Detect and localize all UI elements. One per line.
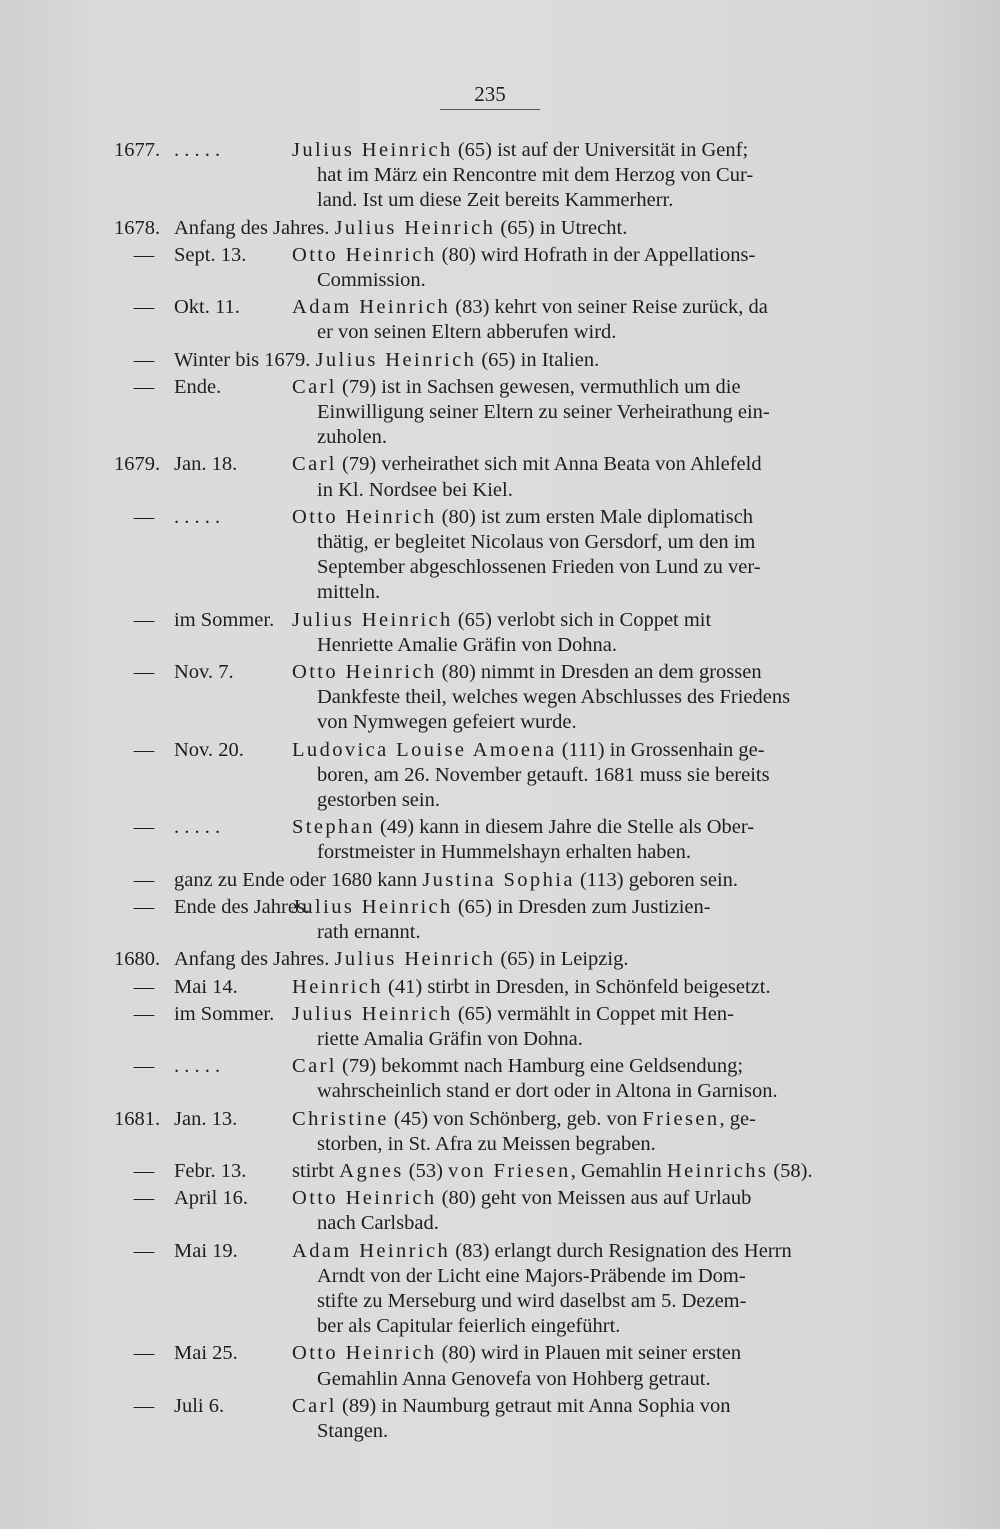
chronology-list [114,138,866,1446]
text-segment: , Gemahlin [570,1159,667,1182]
chronology-entry [114,243,866,293]
entry-text [284,660,866,736]
text-line [292,1289,866,1314]
text-line [292,895,866,920]
text-line [292,685,866,710]
entry-year: 1680. [114,948,161,971]
text-line [292,1132,866,1157]
entry-year: — [133,738,155,761]
text-segment: Arndt von der Licht eine Majors-Präbende im Dom- [317,1264,746,1287]
entry-text [284,243,866,293]
entry-text [284,738,866,814]
text-segment: (53) [403,1159,449,1182]
person-name: Adam Heinrich [292,296,451,319]
text-segment: forstmeister in Hummelshayn erhalten haben. [317,841,692,864]
text-segment: Stangen. [317,1419,389,1442]
entry-year: — [133,608,155,631]
text-line [292,138,866,163]
chronology-entry [114,138,866,214]
person-name: Carl [292,453,337,476]
text-segment: (111) in Grossenhain ge- [556,738,765,761]
person-name: Julius Heinrich [292,1002,453,1025]
chronology-entry [114,815,866,865]
text-line [292,920,866,945]
text-line [292,580,866,605]
text-line [292,1367,866,1392]
entry-date: Okt. 11. [174,296,240,319]
text-line [422,869,738,891]
entry-date: Jan. 13. [174,1107,238,1130]
text-line [292,375,866,400]
entry-text [284,815,866,865]
text-line [292,1186,866,1211]
entry-text [284,1186,866,1236]
chronology-entry [114,868,866,893]
text-line [292,452,866,477]
text-segment: stirbt [292,1159,340,1182]
entry-year: — [133,1239,155,1262]
text-segment: (89) in Naumburg getraut mit Anna Sophia von [336,1394,731,1417]
text-line [292,1107,866,1132]
text-segment: mitteln. [317,581,381,604]
text-segment: Henriette Amalie Gräfin von Dohna. [317,633,618,656]
person-name: Stephan [292,816,375,839]
entry-year: — [133,1187,155,1210]
entry-text [284,1002,866,1052]
person-name: Ludovica Louise Amoena [292,738,557,761]
entry-date: Mai 19. [174,1239,238,1262]
entry-text [284,895,866,945]
text-line [292,530,866,555]
text-line [292,1027,866,1052]
entry-date: Febr. 13. [174,1159,247,1182]
entry-date: . . . . . [174,1055,221,1078]
person-name: Carl [292,1055,337,1078]
person-name: Carl [292,375,337,398]
entry-date: Nov. 7. [174,661,234,684]
text-line [292,840,866,865]
chronology-entry [114,947,866,972]
text-line [292,295,866,320]
entry-text [284,505,866,606]
entry-date: . . . . . [174,505,221,528]
entry-date: Nov. 20. [174,738,244,761]
entry-year: — [133,243,155,266]
chronology-entry [114,348,866,373]
text-segment: zuholen. [317,426,388,449]
person-name: Julius Heinrich [315,348,477,371]
entry-year: — [133,661,155,684]
text-segment: (79) ist in Sachsen gewesen, vermuthlich um die [336,375,741,398]
chronology-entry [114,452,866,502]
text-segment: von Nymwegen gefeiert wurde. [317,711,577,734]
person-name: Otto Heinrich [292,1187,437,1210]
text-segment: ber als Capitular feierlich eingeführt. [317,1315,621,1338]
chronology-entry [114,895,866,945]
text-segment: (80) nimmt in Dresden an dem grossen [436,661,762,684]
person-name: Heinrichs [666,1159,769,1182]
text-line [292,1211,866,1236]
entry-text [284,1054,866,1104]
text-segment: er von seinen Eltern abberufen wird. [317,321,617,344]
entry-text [284,138,866,214]
entry-date: im Sommer. [174,1002,275,1025]
text-segment: (80) ist zum ersten Male diplomatisch [436,505,754,528]
text-segment: (49) kann in diesem Jahre die Stelle als Ober- [374,816,755,839]
person-name: Agnes [339,1159,404,1182]
entry-text [284,1159,866,1184]
text-segment: wahrscheinlich stand er dort oder in Altona in Garnison. [317,1080,778,1103]
text-segment: (79) bekommt nach Hamburg eine Geldsendung; [336,1055,744,1078]
person-name: Christine [292,1107,389,1130]
entry-year: 1681. [114,1107,161,1130]
entry-date: Sept. 13. [174,243,247,266]
text-segment: (65) vermählt in Coppet mit Hen- [452,1002,734,1025]
text-segment: riette Amalia Gräfin von Dohna. [317,1027,583,1050]
text-segment: (65) in Italien. [476,348,600,371]
entry-year: 1679. [114,453,161,476]
text-segment: (80) wird in Plauen mit seiner ersten [436,1342,742,1365]
entry-year: — [133,868,155,891]
person-name: Otto Heinrich [292,1342,437,1365]
entry-year: — [133,895,155,918]
text-segment: stifte zu Merseburg und wird daselbst am 5. Dezem- [317,1289,747,1312]
entry-date: . . . . . [174,139,221,161]
text-segment: (65) ist auf der Universität in Genf; [452,139,749,161]
text-line [292,163,866,188]
text-segment: thätig, er begleitet Nicolaus von Gersdorf, um den im [317,531,756,554]
entry-text [284,1394,866,1444]
chronology-entry [114,295,866,345]
person-name: Justina Sophia [422,868,575,891]
text-line [292,1002,866,1027]
text-line [292,400,866,425]
person-name: Friesen [642,1107,720,1130]
entry-date: Mai 14. [174,975,238,998]
text-segment: storben, in St. Afra zu Meissen begraben. [317,1132,656,1155]
text-line [292,1239,866,1264]
text-line [292,505,866,530]
text-line [292,1314,866,1339]
text-line [292,478,866,503]
chronology-entry [114,375,866,451]
entry-date: Jan. 18. [174,453,238,476]
text-line [292,710,866,735]
entry-year: 1677. [114,139,161,161]
entry-text [284,1107,866,1157]
text-segment: Commission. [317,269,426,292]
entry-date: April 16. [174,1187,249,1210]
entry-text [284,1341,866,1391]
text-segment: nach Carlsbad. [317,1212,439,1235]
text-line [292,320,866,345]
text-segment: land. Ist um diese Zeit bereits Kammerherr. [317,189,674,212]
chronology-entry [114,1186,866,1236]
entry-year: — [133,505,155,528]
text-line [335,948,629,970]
entry-date: Ende. [174,375,222,398]
entry-year: — [133,1002,155,1025]
entry-text [284,1239,866,1340]
text-segment: (79) verheirathet sich mit Anna Beata von Ahlefeld [336,453,762,476]
entry-date: Juli 6. [174,1394,225,1417]
person-name: Otto Heinrich [292,243,437,266]
text-segment: in Kl. Nordsee bei Kiel. [317,478,513,501]
text-line [335,217,628,239]
text-line [292,633,866,658]
chronology-entry [114,216,866,241]
text-line [292,1159,866,1184]
text-line [292,188,866,213]
entry-date: ganz zu Ende oder 1680 kann [174,868,418,891]
entry-year: — [133,296,155,319]
entry-year: 1678. [114,216,161,239]
text-line [292,243,866,268]
page-number: 235 [440,82,540,110]
text-segment: (65) in Leipzig. [495,948,629,971]
entry-date: Winter bis 1679. [174,348,311,371]
text-segment: rath ernannt. [317,921,421,944]
text-line [292,1264,866,1289]
text-segment: Einwilligung seiner Eltern zu seiner Verheirathung ein- [317,401,770,424]
chronology-entry [114,1394,866,1444]
chronology-entry [114,975,866,1000]
chronology-entry [114,1239,866,1340]
entry-text [284,975,866,1000]
person-name: Julius Heinrich [292,608,453,631]
chronology-entry [114,1107,866,1157]
text-segment: Dankfeste theil, welches wegen Abschlusses des Friedens [317,686,791,709]
person-name: Julius Heinrich [334,948,496,971]
text-segment: (80) geht von Meissen aus auf Urlaub [436,1187,752,1210]
entry-date: . . . . . [174,816,221,839]
chronology-entry [114,1002,866,1052]
text-segment: (41) stirbt in Dresden, in Schönfeld beigesetzt. [382,975,771,998]
text-line [292,608,866,633]
entry-date: Anfang des Jahres. [174,216,330,239]
text-segment: (65) in Utrecht. [495,216,628,239]
text-segment: (65) verlobt sich in Coppet mit [452,608,712,631]
text-segment: September abgeschlossenen Frieden von Lund zu ver- [317,556,761,579]
entry-text [284,375,866,451]
text-segment: Gemahlin Anna Genovefa von Hohberg getraut. [317,1367,711,1390]
text-line [292,1419,866,1444]
person-name: Otto Heinrich [292,505,437,528]
chronology-entry [114,505,866,606]
text-line [292,1079,866,1104]
text-line [292,763,866,788]
chronology-entry [114,738,866,814]
entry-date: Mai 25. [174,1342,238,1365]
chronology-entry [114,660,866,736]
person-name: Julius Heinrich [292,895,453,918]
entry-date: Anfang des Jahres. [174,948,330,971]
entry-year: — [133,1394,155,1417]
text-line [292,815,866,840]
text-segment: boren, am 26. November getauft. 1681 muss sie bereits [317,763,770,786]
entry-year: — [133,348,155,371]
text-segment: hat im März ein Rencontre mit dem Herzog von Cur- [317,164,754,187]
text-line [292,555,866,580]
entry-year: — [133,1055,155,1078]
chronology-entry [114,1341,866,1391]
person-name: von Friesen [448,1159,571,1182]
entry-date: Ende des Jahres. [174,895,311,918]
text-line [292,425,866,450]
entry-text [284,295,866,345]
text-segment: (83) kehrt von seiner Reise zurück, da [450,296,768,319]
text-line [292,268,866,293]
entry-year: — [133,375,155,398]
text-segment: (58). [768,1159,813,1182]
text-segment: , ge- [719,1107,756,1130]
chronology-entry [114,608,866,658]
text-line [292,1341,866,1366]
text-line [292,1054,866,1079]
person-name: Heinrich [292,975,383,998]
text-line [292,738,866,763]
text-segment: (80) wird Hofrath in der Appellations- [436,243,756,266]
chronology-entry [114,1159,866,1184]
text-segment: (65) in Dresden zum Justizien- [452,895,711,918]
text-line [292,1394,866,1419]
entry-text [284,452,866,502]
entry-year: — [133,975,155,998]
person-name: Julius Heinrich [292,139,453,161]
text-segment: (45) von Schönberg, geb. von [388,1107,643,1130]
entry-year: — [133,1159,155,1182]
person-name: Otto Heinrich [292,661,437,684]
text-segment: gestorben sein. [317,789,440,812]
text-line [292,660,866,685]
text-segment: (83) erlangt durch Resignation des Herrn [450,1239,792,1262]
entry-year: — [133,816,155,839]
person-name: Carl [292,1394,337,1417]
text-line [292,788,866,813]
entry-text [284,608,866,658]
person-name: Julius Heinrich [334,216,496,239]
entry-date: im Sommer. [174,608,275,631]
person-name: Adam Heinrich [292,1239,451,1262]
chronology-entry [114,1054,866,1104]
text-line [292,975,866,1000]
text-segment: (113) geboren sein. [574,868,739,891]
entry-year: — [133,1342,155,1365]
text-line [316,349,600,371]
